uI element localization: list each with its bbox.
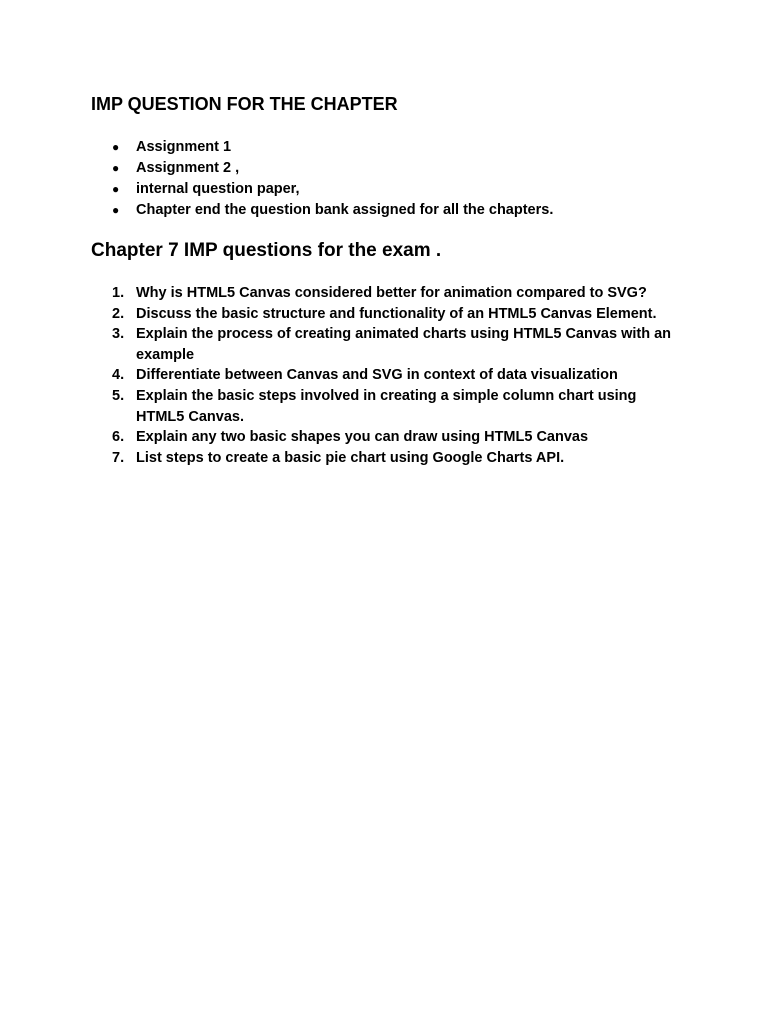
question-number: 6. <box>112 429 125 446</box>
question-number: 3. <box>112 326 125 343</box>
question-item <box>0 283 768 304</box>
question-text: Explain the basic steps involved in creating a simple column chart using HTML5 Canvas. <box>136 387 637 425</box>
question-item <box>0 324 768 365</box>
question-item <box>0 448 768 469</box>
bullet-marker: ● <box>112 161 120 175</box>
question-item <box>0 386 768 427</box>
bullet-item <box>0 158 768 179</box>
bullet-marker: ● <box>112 203 120 217</box>
bullet-item <box>0 137 768 158</box>
bullet-item <box>0 200 768 221</box>
assignment-bullet-list <box>0 137 768 221</box>
question-item <box>0 427 768 448</box>
bullet-item-text: Assignment 2 , <box>136 160 240 176</box>
page-title: IMP QUESTION FOR THE CHAPTER <box>91 94 398 114</box>
question-number: 1. <box>112 285 125 301</box>
question-text: Why is HTML5 Canvas considered better for animation compared to SVG? <box>136 285 647 301</box>
question-text: List steps to create a basic pie chart using Google Charts API. <box>136 449 565 466</box>
question-item <box>0 304 768 325</box>
bullet-item-text: Assignment 1 <box>136 139 232 155</box>
question-item <box>0 365 768 386</box>
chapter-heading: Chapter 7 IMP questions for the exam . <box>91 240 442 261</box>
question-number: 7. <box>112 449 125 466</box>
bullet-item-text: internal question paper, <box>136 181 300 197</box>
question-text: Differentiate between Canvas and SVG in context of data visualization <box>136 367 618 384</box>
question-number: 4. <box>112 367 125 384</box>
bullet-marker: ● <box>112 140 120 154</box>
question-text: Explain the process of creating animated charts using HTML5 Canvas with an example <box>136 326 672 363</box>
bullet-item <box>0 179 768 200</box>
question-number: 5. <box>112 387 125 404</box>
question-text: Explain any two basic shapes you can draw using HTML5 Canvas <box>136 429 589 446</box>
question-list <box>0 283 768 468</box>
bullet-marker: ● <box>112 182 120 196</box>
bullet-item-text: Chapter end the question bank assigned for all the chapters. <box>136 202 554 218</box>
question-number: 2. <box>112 305 125 322</box>
question-text: Discuss the basic structure and functionality of an HTML5 Canvas Element. <box>136 305 657 322</box>
